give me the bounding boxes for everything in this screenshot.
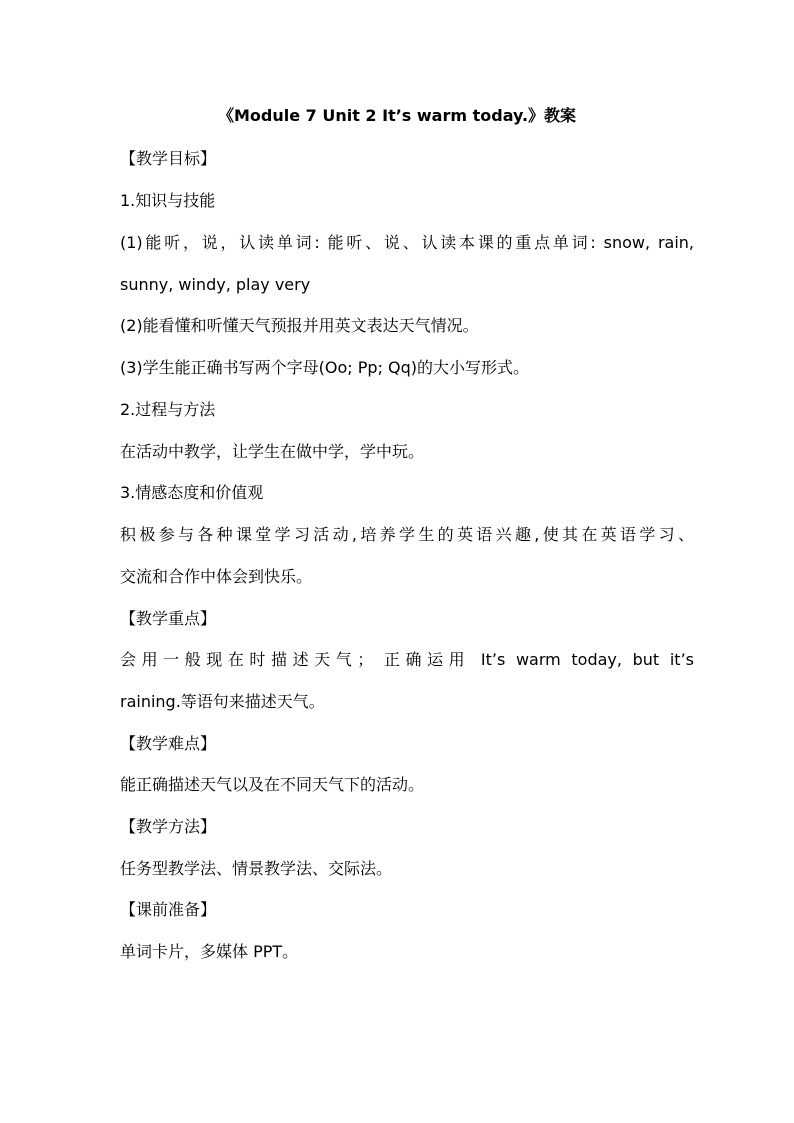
knowledge-heading: 1.知识与技能 xyxy=(120,191,216,210)
attitude-line-2: 交流和合作中体会到快乐。 xyxy=(120,567,313,586)
attitude-line-1: 积极参与各种课堂学习活动,培养学生的英语兴趣,使其在英语学习、 xyxy=(120,525,694,544)
difficulties-text: 能正确描述天气以及在不同天气下的活动。 xyxy=(120,775,425,794)
methods-heading: 【教学方法】 xyxy=(120,817,217,836)
preparation-text: 单词卡片，多媒体 PPT。 xyxy=(120,942,299,961)
knowledge-item-1-line-2: sunny, windy, play very xyxy=(120,275,311,294)
key-points-line-1: 会用一般现在时描述天气； 正确运用 It’s warm today, but it’s xyxy=(120,650,694,669)
knowledge-item-3: (3)学生能正确书写两个字母(Oo; Pp; Qq)的大小写形式。 xyxy=(120,358,530,377)
key-points-line-2: raining.等语句来描述天气。 xyxy=(120,692,325,711)
objectives-heading: 【教学目标】 xyxy=(120,149,217,168)
difficulties-heading: 【教学难点】 xyxy=(120,734,217,753)
methods-text: 任务型教学法、情景教学法、交际法。 xyxy=(120,859,393,878)
preparation-heading: 【课前准备】 xyxy=(120,900,217,919)
knowledge-item-1-line-1: (1)能听，说，认读单词: 能听、说、认读本课的重点单词: snow, rain, xyxy=(120,233,694,252)
process-text: 在活动中教学，让学生在做中学，学中玩。 xyxy=(120,442,425,461)
document-title: 《Module 7 Unit 2 It’s warm today.》教案 xyxy=(217,106,577,125)
key-points-heading: 【教学重点】 xyxy=(120,609,217,628)
attitude-heading: 3.情感态度和价值观 xyxy=(120,483,264,502)
process-heading: 2.过程与方法 xyxy=(120,400,216,419)
knowledge-item-2: (2)能看懂和听懂天气预报并用英文表达天气情况。 xyxy=(120,316,479,335)
